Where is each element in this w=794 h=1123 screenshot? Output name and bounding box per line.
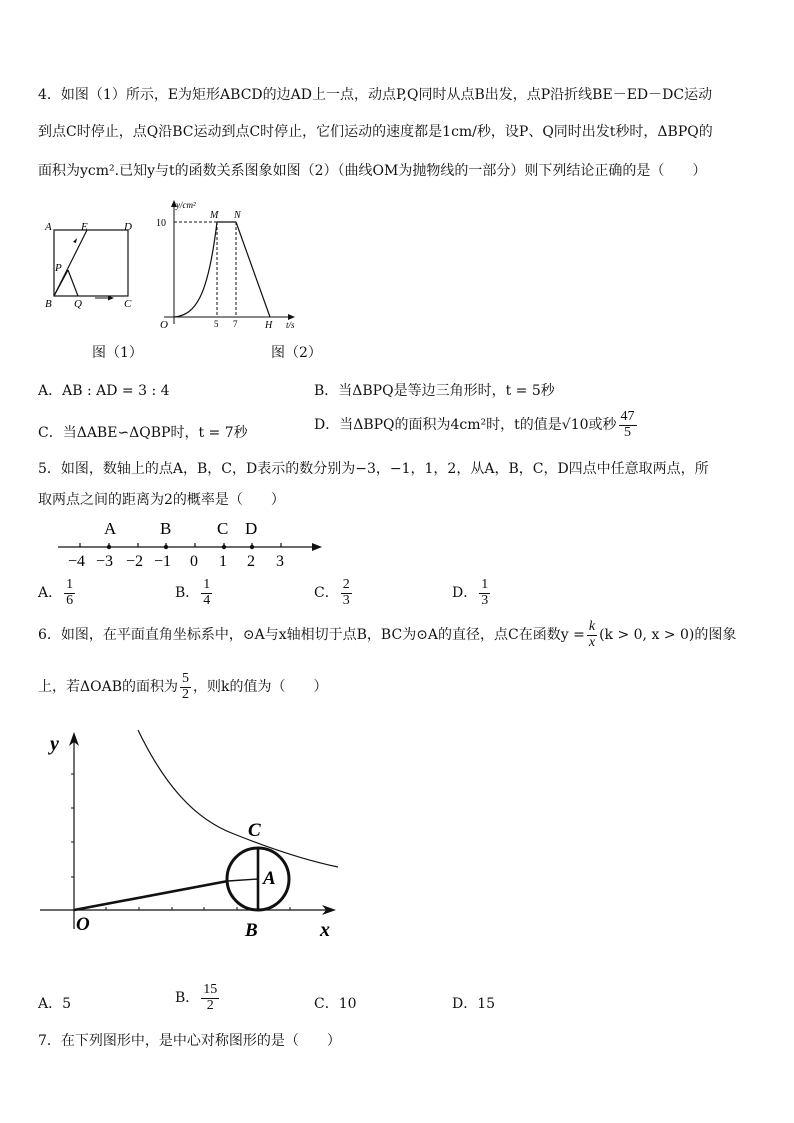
q5-option-b: [175, 578, 214, 608]
q4-figure-2: [150, 196, 310, 336]
point-m-label: M: [210, 210, 219, 221]
point-a-label: A: [104, 519, 117, 538]
q5-option-c: [314, 578, 354, 608]
q5-line-2: 取两点之间的距离为2的概率是（ ）: [38, 492, 285, 508]
q4-figure-2-caption: 图（2）: [271, 345, 322, 361]
fraction-numerator: k: [588, 619, 596, 634]
q6-line-1-tail: (k > 0, x > 0)的图象: [599, 627, 737, 644]
point-h-label: H: [265, 320, 273, 331]
q5-option-d: [452, 578, 492, 608]
tick-label-3: 3: [276, 553, 284, 570]
point-c-label: C: [248, 820, 261, 841]
y-axis-label: y: [50, 733, 59, 755]
parabola-om: [174, 222, 217, 317]
tick-label-1: 1: [219, 553, 227, 570]
point-n-label: N: [234, 210, 241, 221]
arrow-on-be: [73, 238, 77, 243]
point-b-label: B: [160, 519, 172, 538]
number-line: [50, 516, 330, 572]
tick-label-minus-1: −1: [154, 553, 172, 570]
q6-line-2-tail: ，则k的值为（ ）: [193, 679, 328, 696]
point-a-dot: [107, 545, 111, 549]
segment-oa: [74, 881, 228, 910]
q6-line-1: [38, 620, 736, 650]
tick-label-0: 0: [190, 553, 198, 570]
point-b-label: B: [245, 920, 258, 941]
option-fraction: [64, 578, 75, 608]
y-axis-label: y/cm²: [176, 200, 196, 210]
q6-line-2-text: 上，若ΔOAB的面积为: [38, 679, 178, 696]
q4-option-a: A．AB : AD = 3 : 4: [38, 383, 170, 399]
q4-line-3: 面积为ycm².已知y与t的函数关系图象如图（2）（曲线OM为抛物线的一部分）则下列结论正确的是（ ）: [38, 163, 707, 179]
origin-label: O: [76, 914, 90, 935]
fraction-numerator: 47: [620, 409, 635, 424]
fraction-numerator: 1: [481, 577, 489, 592]
tick-label-minus-4: −4: [68, 553, 86, 570]
option-fraction: [201, 983, 219, 1013]
q6-function-fraction: [587, 620, 597, 650]
fraction-numerator: 1: [66, 577, 74, 592]
point-p-label: P: [55, 262, 62, 274]
q6-area-fraction: [180, 672, 191, 702]
q5-line-1: 5．如图，数轴上的点A，B，C，D表示的数分别为−3，−1，1，2，从A，B，C，D四点中任意取两点，所: [38, 461, 709, 477]
q7-line-1: 7．在下列图形中，是中心对称图形的是（ ）: [38, 1033, 341, 1049]
fraction-denominator: 3: [481, 592, 489, 608]
fraction-numerator: 1: [203, 577, 211, 592]
radius-a: [228, 879, 258, 881]
q4-figure-1: [40, 218, 150, 318]
point-c-label: C: [124, 298, 132, 310]
q6-option-b: [175, 983, 221, 1013]
q6-option-a: A．5: [38, 996, 72, 1012]
q6-line-1-text: 6．如图，在平面直角坐标系中，⊙A与x轴相切于点B，BC为⊙A的直径，点C在函数y =: [38, 627, 585, 644]
option-label: C．: [314, 585, 339, 602]
y-tick-10: 10: [156, 218, 166, 229]
point-b-dot: [164, 545, 168, 549]
q6-figure: [34, 724, 354, 944]
fraction-numerator: 5: [182, 671, 189, 686]
x-tick-7: 7: [233, 319, 238, 329]
fraction-numerator: 15: [203, 982, 218, 997]
q4-option-c: C．当ΔABE∽ΔQBP时，t = 7秒: [38, 425, 248, 441]
option-label: B．: [175, 585, 200, 602]
point-b-label: B: [45, 298, 52, 310]
option-fraction: [201, 578, 212, 608]
point-c-label: C: [217, 519, 229, 538]
fraction-denominator: 2: [206, 997, 214, 1013]
x-axis-label: x: [320, 919, 330, 941]
fraction-denominator: x: [588, 634, 596, 650]
q4-option-b: B．当ΔBPQ是等边三角形时，t = 5秒: [314, 383, 555, 399]
point-a-label: A: [45, 221, 52, 233]
q4-option-d-text: D．当ΔBPQ的面积为4cm²时，t的值是√10或秒: [314, 417, 617, 434]
tick-label-minus-2: −2: [126, 553, 144, 570]
fraction-denominator: 2: [182, 686, 189, 702]
point-d-label: D: [245, 519, 258, 538]
rectangle-abcd: [54, 230, 128, 296]
q6-line-2: [38, 672, 327, 702]
point-c-dot: [222, 545, 226, 549]
x-tick-5: 5: [214, 319, 219, 329]
point-d-label: D: [124, 221, 132, 233]
fraction-denominator: 3: [342, 592, 350, 608]
hyperbola-curve: [138, 730, 338, 867]
option-label: D．: [452, 585, 478, 602]
q4-option-d: [314, 410, 639, 440]
q4-line-2: 到点C时停止，点Q沿BC运动到点C时停止，它们运动的速度都是1cm/秒，设P、Q同时出发t秒时，ΔBPQ的: [38, 124, 713, 140]
q4-option-d-fraction: [619, 410, 637, 440]
option-fraction: [341, 578, 352, 608]
option-label: A．: [38, 585, 63, 602]
q6-option-d: D．15: [452, 996, 496, 1012]
tick-label-minus-3: −3: [96, 553, 114, 570]
point-d-dot: [250, 545, 254, 549]
point-e-label: E: [81, 221, 88, 233]
point-a-label: A: [263, 868, 276, 889]
option-label: B．: [175, 990, 200, 1007]
segment-nh: [236, 222, 270, 317]
q6-option-c: C．10: [314, 996, 357, 1012]
number-line-arrow: [312, 543, 322, 551]
segment-pq: [68, 270, 78, 296]
origin-label: O: [160, 319, 168, 331]
tick-label-2: 2: [247, 553, 255, 570]
fraction-denominator: 6: [66, 592, 74, 608]
fraction-numerator: 2: [342, 577, 350, 592]
x-axis-label: t/s: [286, 320, 295, 330]
q4-line-1: 4．如图（1）所示，E为矩形ABCD的边AD上一点，动点P,Q同时从点B出发，点P沿折线BE－ED－DC运动: [38, 87, 713, 103]
option-fraction: [479, 578, 490, 608]
fraction-denominator: 4: [203, 592, 211, 608]
q5-option-a: [38, 578, 77, 608]
point-q-label: Q: [74, 298, 82, 310]
q4-figure-1-caption: 图（1）: [92, 345, 143, 361]
fraction-denominator: 5: [624, 424, 632, 440]
